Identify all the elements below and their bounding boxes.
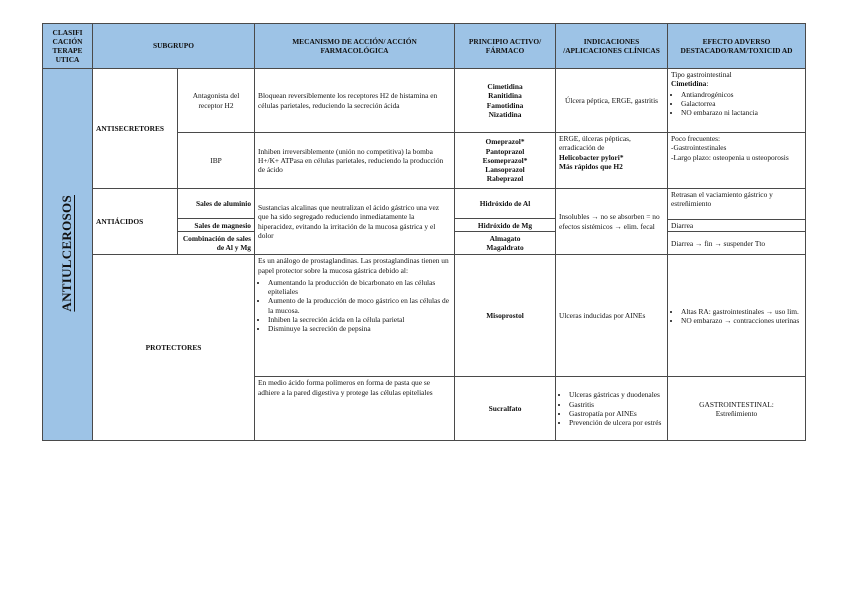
list-item: • Altas RA: gastrointestinales → uso lim.: [681, 307, 802, 316]
antiacidos-sub-combo: Combinación de sales de Al y Mg: [178, 232, 255, 255]
list-item: • NO embarazo → contracciones uterinas: [681, 316, 802, 325]
adverse-title: Tipo gastrointestinal: [671, 70, 732, 79]
indication-line: Más rápidos que H2: [559, 161, 623, 171]
drug-name: Nizatidina: [488, 109, 522, 119]
antiacidos-mechanism: Sustancias alcalinas que neutralizan el ácido gástrico una vez que ha sido segregado reduciendo inmediatamente la hiperacidez, evitando la irritación de la mucosa gástrica y el dolor: [255, 189, 455, 255]
h2-mechanism: Bloquean reversiblemente los receptores H2 de histamina en células parietales, reduciendo la secreción ácida: [255, 69, 455, 133]
drug-name: Pantoprazol: [485, 146, 525, 156]
drug-name: Lansoprazol: [485, 165, 525, 175]
drug-name: Cimetidina: [487, 82, 523, 91]
miso-adverse-list: [671, 307, 802, 326]
list-item: • Aumentando la producción de bicarbonato en las células epiteliales: [268, 278, 451, 297]
indication-line: Helicobacter pylori*: [559, 152, 624, 162]
antiacidos-drug-combo: [455, 232, 556, 255]
drug-name: Famotidina: [486, 100, 524, 110]
h2-indications: Úlcera péptica, ERGE, gastritis: [556, 69, 668, 133]
h2-drugs: [455, 69, 556, 133]
ibp-indications: [556, 133, 668, 189]
list-item: • Prevención de ulcera por estrés: [569, 418, 664, 427]
antiacidos-indications: Insolubles → no se absorben = no efectos sistémicos → elim. fecal: [556, 189, 668, 255]
antiacidos-drug-mg: Hidróxido de Mg: [455, 219, 556, 232]
miso-mechanism-intro: Es un análogo de prostaglandinas. Las prostaglandinas tienen un papel protector sobre la mucosa gástrica debido al:: [258, 256, 449, 275]
sucra-indications: [556, 377, 668, 441]
antiacidos-sub-al: Sales de aluminio: [178, 189, 255, 219]
list-item: • NO embarazo ni lactancia: [681, 108, 802, 117]
antiacidos-label: ANTIÁCIDOS: [93, 189, 178, 255]
antiacidos-adverse-combo: Diarrea → fin → suspender Tto: [668, 232, 806, 255]
miso-indications: Ulceras inducidas por AINEs: [556, 255, 668, 377]
antiacidos-drug-al: Hidróxido de Al: [455, 189, 556, 219]
h2-adverse: [668, 69, 806, 133]
adverse-colon: :: [706, 79, 709, 89]
drug-name: Magaldrato: [486, 243, 524, 253]
row-antiacidos-al: [43, 189, 806, 219]
drug-name: Almagato: [489, 234, 521, 243]
antisecretores-label: ANTISECRETORES: [93, 69, 178, 189]
adverse-line: Estreñimiento: [715, 408, 758, 418]
category-cell: [43, 69, 93, 441]
h2-subgroup: Antagonista del receptor H2: [178, 69, 255, 133]
antiacidos-sub-mg: Sales de magnesio: [178, 219, 255, 232]
header-active: PRINCIPIO ACTIVO/ FÁRMACO: [455, 24, 556, 69]
drug-name: Esomeprazol*: [482, 155, 528, 165]
ibp-drugs: [455, 133, 556, 189]
list-item: • Galactorrea: [681, 99, 802, 108]
list-item: • Gastropatía por AINEs: [569, 409, 664, 418]
ibp-mechanism: Inhiben irreversiblemente (unión no competitiva) la bomba H+/K+ ATPasa en células parietales, reduciendo la producción de ácido: [255, 133, 455, 189]
list-item: • Gastritis: [569, 400, 664, 409]
adverse-line: Poco frecuentes:: [671, 134, 721, 143]
header-indications: INDICACIONES /APLICACIONES CLÍNICAS: [556, 24, 668, 69]
header-adverse: EFECTO ADVERSO DESTACADO/RAM/TOXICID AD: [668, 24, 806, 69]
miso-adverse: [668, 255, 806, 377]
header-subgroup: SUBGRUPO: [93, 24, 255, 69]
sucra-adverse: [668, 377, 806, 441]
list-item: • Antiandrogénicos: [681, 90, 802, 99]
category-label: ANTIULCEROSOS: [59, 195, 75, 312]
indication-line: erradicación de: [559, 143, 605, 153]
drug-name: Omeprazol*: [485, 137, 525, 147]
miso-drug: Misoprostol: [455, 255, 556, 377]
list-item: • Inhiben la secreción ácida en la célula parietal: [268, 315, 451, 324]
adverse-line: -Largo plazo: osteopenia u osteoporosis: [671, 152, 789, 162]
header-row: [43, 24, 806, 69]
row-misoprostol: [43, 255, 806, 377]
adverse-line: GASTROINTESTINAL:: [699, 399, 774, 409]
adverse-list: [671, 90, 802, 118]
header-mechanism: MECANISMO DE ACCIÓN/ ACCIÓN FARMACOLÓGICA: [255, 24, 455, 69]
indication-line: ERGE, úlceras pépticas,: [559, 134, 631, 143]
list-item: • Ulceras gástricas y duodenales: [569, 390, 664, 399]
sucra-indications-list: [559, 390, 664, 427]
header-classification: CLASIFI CACIÓN TERAPE UTICA: [43, 24, 93, 69]
antiacidos-adverse-al: Retrasan el vaciamiento gástrico y estreñimiento: [668, 189, 806, 220]
row-h2: [43, 69, 806, 133]
adverse-line: -Gastrointestinales: [671, 143, 727, 153]
pharmacology-table: [42, 23, 806, 441]
miso-mechanism: [255, 255, 455, 377]
list-item: • Disminuye la secreción de pepsina: [268, 324, 451, 333]
list-item: • Aumento de la producción de moco gástrico en las células de la mucosa.: [268, 296, 451, 315]
miso-mechanism-list: [258, 278, 451, 334]
ibp-adverse: [668, 133, 806, 189]
protectores-label: PROTECTORES: [93, 255, 255, 441]
antiacidos-adverse-mg: Diarrea: [668, 220, 806, 232]
sucra-drug: Sucralfato: [455, 377, 556, 441]
drug-name: Ranitidina: [488, 91, 522, 101]
drug-name: Rabeprazol: [486, 174, 524, 184]
adverse-drug: Cimetidina: [671, 79, 707, 89]
ibp-subgroup: IBP: [178, 133, 255, 189]
sucra-mechanism: En medio ácido forma polímeros en forma de pasta que se adhiere a la pared digestiva y protege las células epiteliales: [255, 377, 455, 441]
